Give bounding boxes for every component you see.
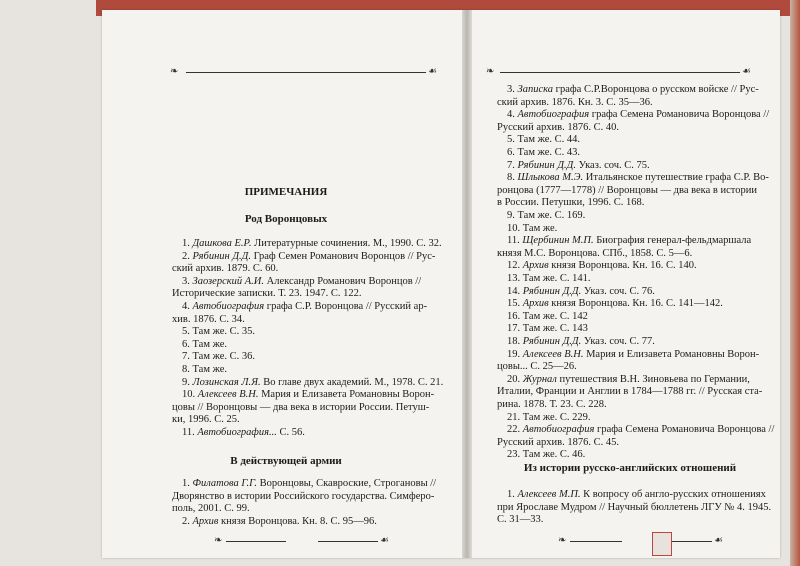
- note-text: князя Воронцова. Кн. 8. С. 95—96.: [218, 515, 377, 527]
- right-note-1-cont-0: [497, 122, 619, 135]
- right-note-19-cont-0: [497, 437, 619, 450]
- note-number: 16.: [507, 310, 523, 322]
- note-number: 10.: [182, 389, 198, 401]
- note-number: 4.: [182, 301, 193, 312]
- note-text: Там же.: [192, 338, 227, 350]
- note-text: Там же. С. 141.: [522, 273, 591, 284]
- note-text: Александр Романович Воронцов //: [264, 275, 422, 287]
- note-number: 2.: [182, 515, 193, 527]
- note-continuation: ки, 1996. С. 25.: [172, 414, 240, 426]
- note-text: Там же. С. 169.: [517, 210, 586, 221]
- note-author: Алексеев В.Н.: [522, 348, 584, 360]
- note-number: 5.: [507, 134, 518, 146]
- right-note-14: [507, 323, 588, 336]
- note-continuation: хив. 1876. С. 34.: [172, 313, 245, 325]
- note-number: 5.: [182, 326, 193, 338]
- right-note-17-cont-0: [497, 386, 762, 399]
- section-heading-text: Род Воронцовых: [244, 213, 328, 225]
- left-s1-note-0: [182, 478, 436, 491]
- note-continuation: в России. Петушки, 1996. С. 168.: [497, 197, 645, 209]
- note-text: Там же. С. 36.: [192, 351, 255, 363]
- note-text: Итальянское путешествие графа С.Р. Во-: [583, 172, 769, 184]
- note-text: Там же. С. 143: [522, 323, 588, 335]
- right-s1-note-0-cont-1: [497, 514, 543, 527]
- note-text: Граф Семен Романович Воронцов // Рус-: [250, 250, 436, 262]
- note-text: С. 56.: [276, 427, 305, 438]
- note-number: 6.: [182, 338, 193, 350]
- note-number: 11.: [507, 235, 523, 247]
- right-note-1: [507, 109, 769, 122]
- note-text: Там же. С. 44.: [517, 134, 580, 146]
- note-continuation: Русский архив. 1876. С. 40.: [497, 121, 619, 133]
- left-s1-note-0-cont-1: [172, 503, 250, 516]
- note-continuation: цовы // Воронцовы — два века в истории России. Петуш-: [172, 401, 430, 413]
- note-number: 22.: [507, 424, 523, 436]
- right-note-5-cont-1: [497, 197, 644, 210]
- note-number: 19.: [507, 348, 523, 360]
- left-s0-note-3-cont-0: [172, 314, 245, 327]
- note-continuation: Исторические записки. Т. 23. 1947. С. 122.: [172, 288, 362, 300]
- right-note-4: [507, 160, 650, 173]
- note-number: 23.: [507, 449, 523, 461]
- note-text: Там же. С. 229.: [522, 411, 591, 423]
- left-s0-note-10: [182, 427, 305, 440]
- note-number: 3.: [182, 275, 193, 287]
- right-heading: [497, 462, 763, 475]
- note-text: Указ. соч. С. 77.: [581, 336, 655, 347]
- note-author: Рябинин Д.Д.: [192, 250, 251, 262]
- note-author: Автобиография...: [197, 427, 277, 438]
- note-text: Мария и Елизавета Романовны Ворон-: [583, 348, 760, 360]
- right-note-5: [507, 172, 769, 185]
- right-note-12: [507, 298, 723, 311]
- note-continuation: князя М.С. Воронцова. СПб., 1858. С. 5—6.: [497, 247, 693, 259]
- note-number: 1.: [507, 489, 518, 500]
- note-continuation: при Ярославе Мудром // Научный бюллетень ЛГУ № 4. 1945.: [497, 501, 772, 513]
- note-number: 20.: [507, 373, 523, 385]
- section-heading-text: В действующей армии: [230, 455, 342, 467]
- note-text: графа Семена Романовича Воронцова //: [594, 424, 775, 436]
- right-note-0: [507, 84, 759, 97]
- note-author: Щербинин М.П.: [522, 235, 594, 247]
- note-number: 15.: [507, 298, 523, 310]
- right-s1-note-0: [507, 489, 766, 502]
- note-text: Воронцовы, Скавроские, Строгановы //: [256, 478, 437, 489]
- note-text: Там же. С. 35.: [192, 326, 255, 338]
- left-s0-note-1-cont-0: [172, 263, 278, 276]
- note-author: Дашкова Е.Р.: [192, 238, 252, 249]
- note-number: 9.: [182, 376, 193, 388]
- note-text: Там же.: [192, 364, 227, 375]
- note-number: 10.: [507, 222, 523, 234]
- right-note-17-cont-1: [497, 399, 607, 412]
- note-author: Автобиография: [517, 109, 590, 121]
- right-note-9: [507, 260, 697, 273]
- note-author: Заозерский А.И.: [192, 275, 265, 287]
- note-number: 6.: [507, 147, 518, 158]
- note-number: 2.: [182, 250, 193, 262]
- note-text: князя Воронцова. Кн. 16. С. 140.: [548, 260, 697, 272]
- note-number: 8.: [182, 364, 193, 375]
- note-continuation: ский архив. 1876. Кн. 3. С. 35—36.: [497, 96, 653, 108]
- note-number: 9.: [507, 210, 518, 221]
- left-s0-note-8: [182, 377, 443, 390]
- note-number: 3.: [507, 84, 518, 95]
- note-number: 7.: [182, 351, 193, 363]
- left-s0-note-9-cont-0: [172, 402, 429, 415]
- note-number: 1.: [182, 238, 193, 249]
- note-continuation: ронцова (1777—1778) // Воронцовы — два века в истории: [497, 184, 757, 196]
- note-number: 7.: [507, 159, 518, 171]
- note-author: Филатова Г.Г.: [192, 478, 257, 489]
- note-author: Журнал: [522, 373, 557, 385]
- note-continuation: Русский архив. 1876. С. 45.: [497, 436, 619, 448]
- note-number: 1.: [182, 478, 193, 489]
- right-note-19: [507, 424, 774, 437]
- right-s1-note-0-cont-0: [497, 502, 771, 515]
- note-number: 14.: [507, 285, 523, 297]
- note-text: Указ. соч. С. 76.: [581, 285, 655, 297]
- right-note-7: [507, 223, 557, 236]
- note-text: графа С.Р.Воронцова о русском войске // Рус-: [553, 84, 759, 95]
- note-author: Алексеев В.Н.: [197, 389, 259, 401]
- note-author: Рябинин Д.Д.: [517, 159, 576, 171]
- left-s0-note-9-cont-1: [172, 414, 240, 427]
- note-number: 4.: [507, 109, 518, 121]
- note-author: Шлыкова М.Э.: [517, 172, 584, 184]
- note-text: Указ. соч. С. 75.: [575, 159, 650, 171]
- right-note-3: [507, 147, 580, 160]
- note-author: Архив: [192, 515, 219, 527]
- right-note-0-cont-0: [497, 97, 653, 110]
- right-note-11: [507, 286, 655, 299]
- note-number: 8.: [507, 172, 518, 184]
- right-note-6: [507, 210, 585, 223]
- note-number: 18.: [507, 336, 523, 347]
- right-note-10: [507, 273, 591, 286]
- right-note-2: [507, 134, 580, 147]
- note-author: Автобиография: [192, 301, 265, 312]
- left-s0-note-2: [182, 276, 421, 289]
- left-s0-note-7: [182, 364, 227, 377]
- left-s0-note-1: [182, 251, 435, 264]
- note-number: 21.: [507, 411, 523, 423]
- left-title: [166, 186, 406, 199]
- left-s1-note-1: [182, 516, 377, 529]
- note-author: Архив: [522, 298, 549, 310]
- right-note-17: [507, 374, 750, 387]
- note-continuation: рина. 1878. Т. 23. С. 228.: [497, 399, 607, 410]
- note-text: Там же. С. 46.: [522, 449, 586, 461]
- note-author: Автобиография: [522, 424, 595, 436]
- note-author: Архив: [522, 260, 549, 272]
- note-number: 13.: [507, 273, 523, 284]
- note-author: Лозинская Л.Я.: [192, 376, 261, 388]
- note-author: Рябинин Д.Д.: [522, 336, 582, 347]
- book-spread: ❧ ☙ ❧ ☙ ПРИМЕЧАНИЯ Род Воронцовых 1. Дашкова Е.Р. Литературные сочинения. М., 1990. С. 32. 2. Рябинин Д.Д. Граф Семен Романович Воронцов // Рус- ский архив. 1879. С. 60. 3. Заозерский А.И. Александр Романович Воронцов // Исторические записки. Т. 23. 1947. С. 122. 4. Автобиография графа С.Р. Воронцова // Русский ар- хив. 1876. С. 34. 5. Там же. С. 35. 6. Там же. 7. Там же. С. 36. 8. Там же. 9. Лозинская Л.Я. Во главе двух академий. М., 1978. С. 21. 10. Алексеев В.Н. Мария и Елизавета Романовны Ворон- цовы // Воронцовы — два века в истории России. Петуш- ки, 1996. С. 25. 11. Автобиография... С. 56. В действующей армии 1. Филатова Г.Г. Воронцовы, Скавроские, Строгановы // Дворянство в истории Российского государства. Симферо- поль, 2001. С. 99. 2. Архив князя Воронцова. Кн. 8. С. 95—96. 3. Записка графа С.Р.Воронцова о русском войске // Рус- ский архив. 1876. Кн. 3. С. 35—36. 4. Автобиография графа Семена Романовича Воронцова // Русский архив. 1876. С. 40. 5. Там же. С. 44. 6. Там же. С. 43. 7. Рябинин Д.Д. Указ. соч. С. 75. 8. Шлыкова М.Э. Итальянское путешествие графа С.Р. Во- ронцова (1777—1778) // Воронцовы — два века в истории в России. Петушки, 1996. С. 168. 9. Там же. С. 169. 10. Там же. 11. Щербинин М.П. Биография генерал-фельдмаршала князя М.С. Воронцова. СПб., 1858. С. 5—6. 12. Архив князя Воронцова. Кн. 16. С. 140. 13. Там же. С. 141. 14. Рябинин Д.Д. Указ. соч. С. 76. 15. Архив князя Воронцова. Кн. 16. С. 141—142. 16. Там же. С. 142 17. Там же. С. 143 18. Рябинин Д.Д. Указ. соч. С. 77. 19. Алексеев В.Н. Мария и Елизавета Романовны Ворон- цовы... С. 25—26. 20. Журнал путешествия В.Н. Зиновьева по Германии, Италии, Франции и Англии в 1784—1788 гг. // Русская ста- рина. 1878. Т. 23. С. 228. 21. Там же. С. 229. 22. Автобиография графа Семена Романовича Воронцова // Русский архив. 1876. С. 45. 23. Там же. С. 46. Из истории русско-английских отношений 1. Алексеев М.П. К вопросу об англо-русских отношениях при Ярославе Мудром // Научный бюллетень ЛГУ № 4. 1945. С. 31—33. ❧ ☙ ❧ ☙: [0, 0, 800, 566]
- left-s1-note-0-cont-0: [172, 491, 434, 504]
- left-s0-note-3: [182, 301, 427, 314]
- note-number: 17.: [507, 323, 523, 335]
- left-heading-0: [166, 213, 406, 226]
- note-continuation: ский архив. 1879. С. 60.: [172, 263, 279, 275]
- note-text: графа С.Р. Воронцова // Русский ар-: [264, 301, 428, 312]
- right-note-18: [507, 412, 591, 425]
- note-continuation: поль, 2001. С. 99.: [172, 503, 250, 515]
- note-continuation: С. 31—33.: [497, 514, 544, 526]
- note-text: графа Семена Романовича Воронцова //: [589, 109, 770, 121]
- note-text: князя Воронцова. Кн. 16. С. 141—142.: [548, 298, 723, 310]
- left-s0-note-0: [182, 238, 442, 251]
- litres-logo: [652, 532, 672, 556]
- right-note-20: [507, 449, 585, 462]
- note-number: 11.: [182, 427, 198, 438]
- note-text: путешествия В.Н. Зиновьева по Германии,: [556, 373, 750, 385]
- note-continuation: цовы... С. 25—26.: [497, 361, 577, 373]
- note-text: Во главе двух академий. М., 1978. С. 21.: [260, 376, 444, 388]
- left-s0-note-4: [182, 326, 255, 339]
- right-note-13: [507, 311, 588, 324]
- note-continuation: Италии, Франции и Англии в 1784—1788 гг. // Русская ста-: [497, 386, 763, 398]
- left-s0-note-9: [182, 389, 434, 402]
- note-text: К вопросу об англо-русских отношениях: [580, 489, 766, 500]
- left-s0-note-5: [182, 339, 227, 352]
- note-author: Рябинин Д.Д.: [522, 285, 582, 297]
- note-text: Там же. С. 43.: [517, 147, 580, 158]
- book-gutter: [462, 10, 472, 558]
- section-title-text: ПРИМЕЧАНИЯ: [244, 186, 328, 198]
- right-note-16: [507, 349, 759, 362]
- right-note-8-cont-0: [497, 248, 692, 261]
- right-note-15: [507, 336, 655, 349]
- right-note-16-cont-0: [497, 361, 577, 374]
- note-text: Мария и Елизавета Романовны Ворон-: [258, 389, 435, 401]
- left-s0-note-6: [182, 351, 255, 364]
- right-note-5-cont-0: [497, 185, 757, 198]
- note-continuation: Дворянство в истории Российского государства. Симферо-: [172, 490, 435, 502]
- left-s0-note-2-cont-0: [172, 288, 361, 301]
- right-note-8: [507, 235, 751, 248]
- note-author: Алексеев М.П.: [517, 489, 581, 500]
- note-text: Там же.: [522, 222, 558, 234]
- note-text: Биография генерал-фельдмаршала: [593, 235, 752, 247]
- note-author: Записка: [517, 84, 554, 95]
- note-number: 12.: [507, 260, 523, 272]
- section-heading-text: Из истории русско-английских отношений: [523, 462, 737, 474]
- book-edge-right: [790, 0, 800, 566]
- note-text: Там же. С. 142: [522, 310, 588, 322]
- left-heading-1: [166, 455, 406, 468]
- note-text: Литературные сочинения. М., 1990. С. 32.: [251, 238, 442, 249]
